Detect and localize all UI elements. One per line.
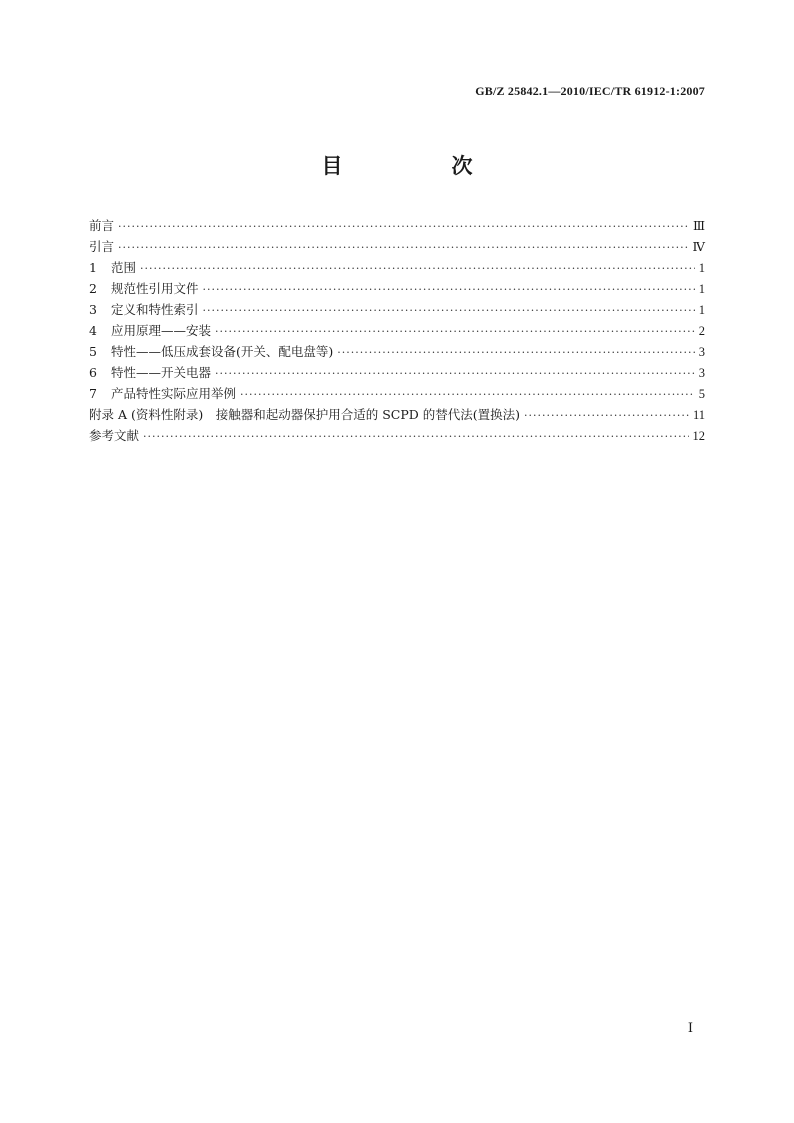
toc-entry-label: 参考文献 <box>89 428 140 443</box>
toc-entry-page: 1 <box>698 282 705 296</box>
toc-entry-page: 1 <box>698 261 705 275</box>
toc-leader-dots <box>203 304 695 317</box>
toc-leader-dots <box>118 241 688 254</box>
toc-entry-7[interactable] <box>89 384 705 405</box>
toc-entry-label: 前言 <box>89 218 115 233</box>
toc-entry-page: 11 <box>692 408 705 422</box>
toc-entry-foreword[interactable] <box>89 216 705 237</box>
toc-entry-3[interactable] <box>89 300 705 321</box>
toc-entry-page: Ⅳ <box>692 240 705 254</box>
toc-entry-number: 6 <box>89 365 97 380</box>
toc-entry-bibliography[interactable] <box>89 426 705 447</box>
toc-leader-dots <box>524 409 689 422</box>
table-of-contents <box>89 216 705 447</box>
toc-entry-number: 7 <box>89 386 97 401</box>
toc-entry-introduction[interactable] <box>89 237 705 258</box>
toc-entry-label: 引言 <box>89 239 115 254</box>
toc-entry-label: 产品特性实际应用举例 <box>111 386 237 401</box>
toc-entry-5[interactable] <box>89 342 705 363</box>
toc-entry-page: 3 <box>698 345 705 359</box>
toc-entry-page: 3 <box>698 366 705 380</box>
toc-leader-dots <box>240 388 695 401</box>
toc-entry-number: 4 <box>89 323 97 338</box>
toc-entry-number: 5 <box>89 344 97 359</box>
page-number: Ⅰ <box>687 1020 693 1035</box>
toc-entry-number: 3 <box>89 302 97 317</box>
toc-entry-page: 1 <box>698 303 705 317</box>
toc-leader-dots <box>143 430 688 443</box>
toc-leader-dots <box>215 367 695 380</box>
toc-entry-page: 12 <box>692 429 705 443</box>
page-title: 目 次 <box>321 154 517 178</box>
toc-entry-label: 规范性引用文件 <box>111 281 199 296</box>
toc-entry-annex-a[interactable] <box>89 405 705 426</box>
toc-entry-number: 1 <box>89 260 97 275</box>
toc-entry-label: 特性——低压成套设备(开关、配电盘等) <box>111 344 334 359</box>
toc-entry-page: 2 <box>698 324 705 338</box>
toc-entry-number: 2 <box>89 281 97 296</box>
standard-code: GB/Z 25842.1—2010/IEC/TR 61912-1:2007 <box>475 84 705 98</box>
toc-entry-label: 定义和特性索引 <box>111 302 199 317</box>
toc-entry-4[interactable] <box>89 321 705 342</box>
toc-entry-page: Ⅲ <box>692 219 705 233</box>
toc-entry-label: 应用原理——安装 <box>111 323 212 338</box>
toc-leader-dots <box>140 262 695 275</box>
toc-entry-6[interactable] <box>89 363 705 384</box>
toc-leader-dots <box>337 346 694 359</box>
toc-entry-page: 5 <box>698 387 705 401</box>
toc-entry-1[interactable] <box>89 258 705 279</box>
toc-leader-dots <box>215 325 695 338</box>
toc-entry-2[interactable] <box>89 279 705 300</box>
toc-entry-label: 特性——开关电器 <box>111 365 212 380</box>
toc-leader-dots <box>118 220 689 233</box>
toc-leader-dots <box>203 283 695 296</box>
toc-entry-label: 附录 A (资料性附录) 接触器和起动器保护用合适的 SCPD 的替代法(置换法) <box>89 407 520 422</box>
toc-entry-label: 范围 <box>111 260 137 275</box>
